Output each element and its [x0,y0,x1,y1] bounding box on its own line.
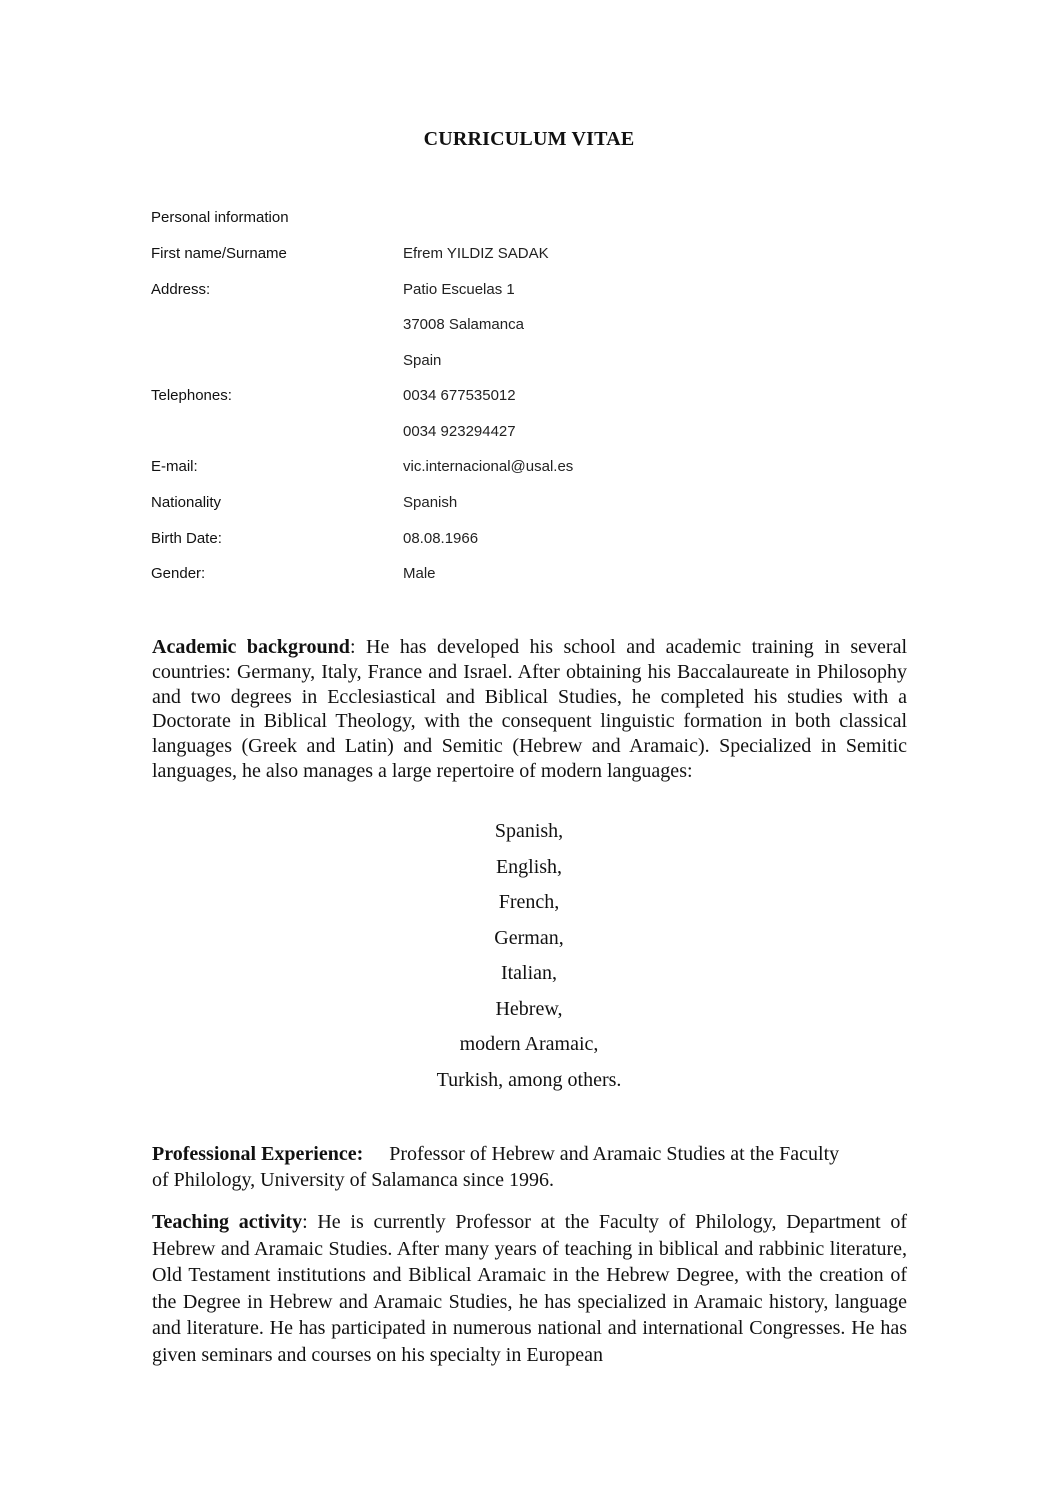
teaching-activity-heading: Teaching activity [152,1211,303,1233]
address-line-3: Spain [403,352,442,369]
email-value: vic.internacional@usal.es [403,458,574,475]
language-item: German, [494,926,564,949]
language-item: Hebrew, [495,997,563,1020]
language-item: modern Aramaic, [459,1033,599,1055]
professional-experience-line-2: of Philology, University of Salamanca since 1996. [152,1169,554,1191]
language-item: Italian, [500,962,558,984]
name-label: First name/Surname [151,245,287,262]
languages-list [0,817,1058,1101]
gender-label: Gender: [151,565,206,582]
address-line-1: Patio Escuelas 1 [403,281,515,298]
professional-experience-heading: Professional Experience: [152,1143,364,1165]
birth-date-value: 08.08.1966 [403,530,479,547]
personal-info-heading: Personal information [151,209,289,226]
language-item: French, [498,891,560,913]
language-item: English, [495,855,563,878]
nationality-label: Nationality [151,494,222,511]
professional-experience-paragraph [152,1141,912,1193]
academic-background-heading: Academic background [152,636,350,658]
gender-value: Male [403,565,436,582]
professional-experience-line-1: Professor of Hebrew and Aramaic Studies at the Faculty [389,1143,840,1165]
language-item: Spanish, [494,820,564,842]
address-label: Address: [151,281,211,298]
language-item: Turkish, among others. [436,1068,622,1091]
teaching-activity-text: : He is currently Professor at the Faculty of Philology, Department of Hebrew and Aramaic Studies. After many years of teaching in biblical and rabbinic literature, Old Testament institutions and Biblical Aramaic in the Hebrew Degree, with the creation of the Degree in Hebrew and Aramaic Studies, he has specialized in Aramaic history, language and literature. He has participated in numerous national and international Congresses. He has given seminars and courses on his specialty in European [152,1211,907,1366]
nationality-value: Spanish [403,494,458,511]
birth-date-label: Birth Date: [151,530,222,547]
academic-background-text: : He has developed his school and academic training in several countries: Germany, Italy, France and Israel. After obtaining his Baccalaureate in Philosophy and two degrees in Ecclesiastical and Biblical Studies, he completed his studies with a Doctorate in Biblical Theology, with the consequent linguistic formation in both classical languages (Greek and Latin) and Semitic (Hebrew and Aramaic). Specialized in Semitic languages, he also manages a large repertoire of modern languages: [152,636,908,782]
address-line-2: 37008 Salamanca [403,316,524,333]
telephone-1: 0034 677535012 [403,387,516,404]
telephone-2: 0034 923294427 [403,423,516,440]
name-value: Efrem YILDIZ SADAK [403,245,549,262]
telephones-label: Telephones: [151,387,232,404]
page-title: CURRICULUM VITAE [423,128,635,150]
email-label: E-mail: [151,458,198,475]
academic-background-paragraph [152,635,907,784]
teaching-activity-paragraph [152,1209,907,1369]
